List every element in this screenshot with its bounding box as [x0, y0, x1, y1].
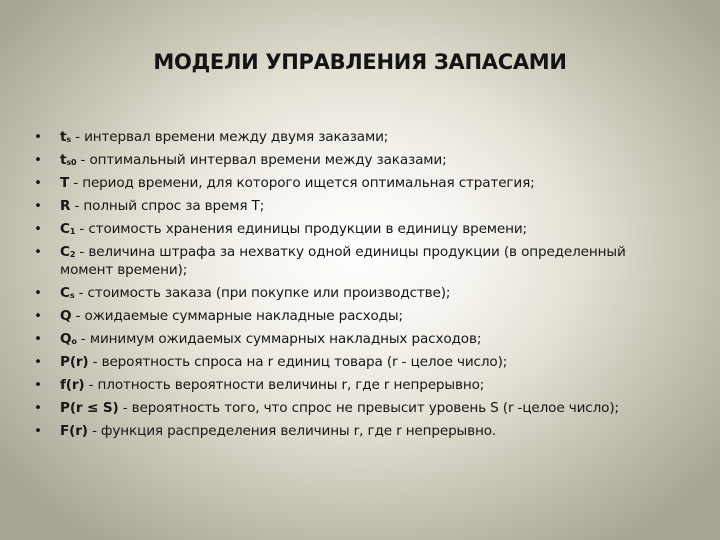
bullet-icon: • — [34, 285, 42, 301]
definition-text: - полный спрос за время Т; — [70, 198, 265, 214]
symbol-subscript: s — [66, 135, 71, 144]
symbol: $t_s$ — [60, 129, 71, 145]
symbol-subscript: s0 — [66, 158, 77, 167]
symbol: F(r) — [60, 423, 88, 439]
definition-text: - ожидаемые суммарные накладные расходы; — [71, 308, 403, 324]
list-item — [34, 197, 664, 215]
list-item — [34, 220, 664, 238]
bullet-icon: • — [34, 377, 42, 393]
list-item — [34, 243, 664, 279]
bullet-icon: • — [34, 198, 42, 214]
symbol-subscript: o — [71, 337, 77, 346]
symbol-subscript: s — [69, 291, 75, 300]
symbol-subscript: 1 — [69, 227, 76, 236]
list-item — [34, 422, 664, 440]
symbol: $Q_o$ — [60, 331, 77, 347]
bullet-icon: • — [34, 423, 42, 439]
symbol: R — [60, 198, 71, 214]
definition-text: - стоимость заказа (при покупке или производстве); — [74, 285, 451, 301]
bullet-icon: • — [34, 152, 42, 168]
symbol: $C_s$ — [60, 285, 75, 301]
symbol: P(r ≤ S) — [60, 400, 119, 416]
symbol: T — [60, 175, 70, 191]
definition-text: - вероятность того, что спрос не превысит уровень S (r -целое число); — [118, 400, 619, 416]
bullet-icon: • — [34, 175, 42, 191]
definition-text: - стоимость хранения единицы продукции в единицу времени; — [75, 221, 527, 237]
list-item — [34, 307, 664, 325]
symbol: Q — [60, 308, 72, 324]
symbol: $t_{s0}$ — [60, 152, 77, 168]
list-item — [34, 376, 664, 394]
list-item — [34, 330, 664, 348]
list-item — [34, 284, 664, 302]
definition-text: - величина штрафа за нехватку одной единицы продукции (в определенный момент времени); — [60, 244, 626, 278]
definition-text: - функция распределения величины r, где r непрерывно. — [87, 423, 497, 439]
symbol: P(r) — [60, 354, 89, 370]
symbol: $C_1$ — [60, 221, 76, 237]
symbol: f(r) — [60, 377, 85, 393]
definition-text: - минимум ожидаемых суммарных накладных расходов; — [76, 331, 482, 347]
definition-text: - период времени, для которого ищется оптимальная стратегия; — [69, 175, 535, 191]
list-item — [34, 174, 664, 192]
definition-text: - плотность вероятности величины r, где r непрерывно; — [84, 377, 485, 393]
bullet-icon: • — [34, 221, 42, 237]
bullet-icon: • — [34, 129, 42, 145]
definition-text: - оптимальный интервал времени между заказами; — [76, 152, 447, 168]
bullet-icon: • — [34, 354, 42, 370]
symbol: $C_2$ — [60, 244, 76, 260]
symbol-subscript: 2 — [69, 250, 76, 259]
bullet-icon: • — [34, 331, 42, 347]
definition-text: - вероятность спроса на r единиц товара (r - целое число); — [88, 354, 508, 370]
list-item — [34, 353, 664, 371]
bullet-icon: • — [34, 244, 42, 260]
definition-text: - интервал времени между двумя заказами; — [70, 129, 389, 145]
slide-title: МОДЕЛИ УПРАВЛЕНИЯ ЗАПАСАМИ — [153, 50, 567, 74]
list-item — [34, 128, 664, 146]
bullet-icon: • — [34, 308, 42, 324]
list-item — [34, 151, 664, 169]
definitions-list — [34, 128, 664, 445]
list-item — [34, 399, 664, 417]
bullet-icon: • — [34, 400, 42, 416]
